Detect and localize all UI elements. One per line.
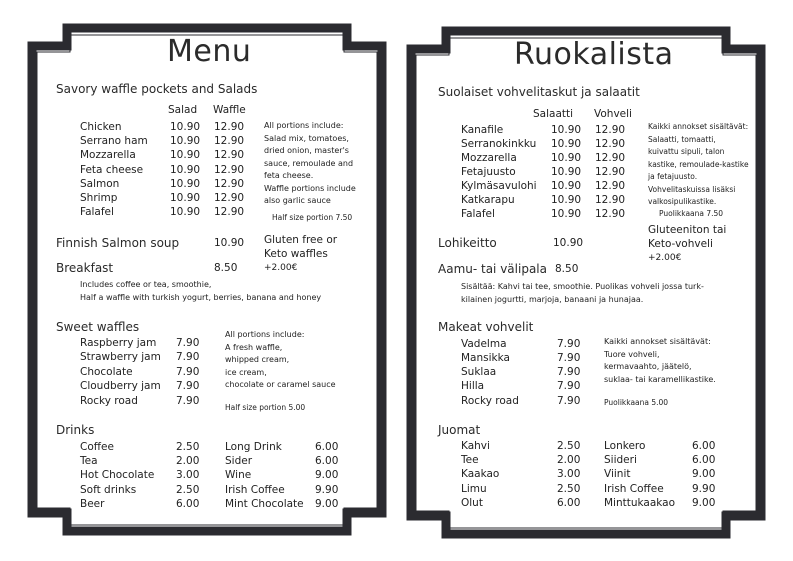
item-price: 7.90 <box>176 395 200 407</box>
item-price: 10.90 <box>170 192 201 204</box>
item-price: 6.00 <box>315 441 339 453</box>
aamupala-price: 8.50 <box>555 263 579 275</box>
item-price: 6.00 <box>557 497 581 509</box>
item-price: 12.90 <box>214 164 245 176</box>
list-item: Hot Chocolate <box>80 469 155 481</box>
item-price: 7.90 <box>176 380 200 392</box>
item-price: 10.90 <box>551 166 582 178</box>
item-price: 2.00 <box>557 454 581 466</box>
list-item: Hilla <box>461 380 485 392</box>
item-price: 10.90 <box>170 206 201 218</box>
item-name: Serrano ham <box>80 135 148 147</box>
item-price: 9.90 <box>315 484 339 496</box>
note-line: Kaikki annokset sisältävät: <box>648 122 749 131</box>
list-item: Kylmäsavulohi <box>461 180 537 192</box>
list-item <box>80 206 114 218</box>
list-item: Raspberry jam <box>80 337 157 349</box>
note-line: +2.00€ <box>264 263 298 273</box>
note-line: A fresh waffle, <box>225 342 283 352</box>
sweet-heading: Sweet waffles <box>56 320 140 334</box>
item-price: 7.90 <box>176 351 200 363</box>
list-item: Cloudberry jam <box>80 380 161 392</box>
list-item: Falafel <box>461 208 495 220</box>
makeat-note <box>604 336 716 386</box>
note-line: ja fetajuusto. <box>648 172 698 181</box>
item-price: 10.90 <box>170 135 201 147</box>
list-item: Mint Chocolate <box>225 498 304 510</box>
note-line: ice cream, <box>225 367 267 377</box>
item-price: 10.90 <box>170 149 201 161</box>
item-price: 6.00 <box>692 454 716 466</box>
list-item: Soft drinks <box>80 484 137 496</box>
note-line: kastike, remoulade-kastike <box>648 159 749 169</box>
list-item: Long Drink <box>225 441 282 453</box>
note-line: Salad mix, tomatoes, <box>264 133 349 143</box>
item-price: 9.00 <box>315 498 339 510</box>
item-price: 12.90 <box>595 166 626 178</box>
list-item: Viinit <box>604 468 631 480</box>
item-name: Shrimp <box>80 192 118 204</box>
item-price: 10.90 <box>170 164 201 176</box>
item-price: 10.90 <box>170 178 201 190</box>
list-item: Katkarapu <box>461 194 515 206</box>
list-item: Rocky road <box>461 395 519 407</box>
item-price: 2.50 <box>176 441 200 453</box>
list-item: Vadelma <box>461 338 507 350</box>
list-item <box>80 121 122 133</box>
item-price: 12.90 <box>214 135 245 147</box>
gluteeniton-note <box>648 223 726 265</box>
item-name: Salmon <box>80 178 120 190</box>
aamupala-note <box>461 281 704 306</box>
list-item: Suklaa <box>461 366 497 378</box>
item-price: 3.00 <box>176 469 200 481</box>
item-name: Chicken <box>80 121 122 133</box>
soup-name: Finnish Salmon soup <box>56 236 180 250</box>
ruokalista-title: Ruokalista <box>514 37 674 72</box>
list-item: Sider <box>225 455 253 467</box>
item-price: 12.90 <box>214 192 245 204</box>
makeat-half-portion: Puolikkaana 5.00 <box>604 398 669 407</box>
item-price: 12.90 <box>595 152 626 164</box>
savory-half-portion: Half size portion 7.50 <box>272 213 353 222</box>
suolaiset-note <box>648 121 749 209</box>
list-item: Siideri <box>604 454 637 466</box>
list-item <box>80 135 148 147</box>
item-price: 10.90 <box>551 194 582 206</box>
list-item: Rocky road <box>80 395 138 407</box>
item-price: 2.50 <box>176 484 200 496</box>
savory-note <box>264 120 356 208</box>
note-line: kilainen jogurtti, marjoja, banaani ja hunajaa. <box>461 294 644 304</box>
list-item: Olut <box>461 497 483 509</box>
list-item: Limu <box>461 483 487 495</box>
note-line: Keto waffles <box>264 248 328 260</box>
drinks-heading: Drinks <box>56 423 95 437</box>
salad-column-header: Salad <box>168 104 198 116</box>
note-line: Half a waffle with turkish yogurt, berries, banana and honey <box>80 292 322 302</box>
list-item <box>80 149 136 161</box>
note-line: kuivattu sipuli, talon <box>648 147 725 156</box>
note-line: Gluten free or <box>264 234 338 246</box>
item-price: 12.90 <box>595 208 626 220</box>
item-price: 10.90 <box>551 152 582 164</box>
item-price: 10.90 <box>551 124 582 136</box>
list-item: Irish Coffee <box>604 483 664 495</box>
salaatti-column-header: Salaatti <box>533 108 574 120</box>
list-item: Fetajuusto <box>461 166 516 178</box>
aamupala-name: Aamu- tai välipala <box>438 262 547 276</box>
sweet-half-portion: Half size portion 5.00 <box>225 403 306 412</box>
savory-heading: Savory waffle pockets and Salads <box>56 82 258 96</box>
note-line: valkosipulikastike. <box>648 197 717 206</box>
note-line: Sisältää: Kahvi tai tee, smoothie. Puolikas vohveli jossa turk- <box>461 282 704 291</box>
item-price: 7.90 <box>557 366 581 378</box>
note-line: feta cheese. <box>264 171 314 180</box>
note-line: Includes coffee or tea, smoothie, <box>80 280 212 289</box>
lohikeitto-name: Lohikeitto <box>438 236 497 250</box>
list-item: Mozzarella <box>461 152 517 164</box>
item-price: 12.90 <box>595 194 626 206</box>
item-price: 7.90 <box>557 352 581 364</box>
item-name: Feta cheese <box>80 164 144 176</box>
item-price: 12.90 <box>595 138 626 150</box>
menu-title: Menu <box>167 34 252 69</box>
list-item: Irish Coffee <box>225 484 285 496</box>
item-price: 7.90 <box>176 337 200 349</box>
item-price: 12.90 <box>595 124 626 136</box>
item-price: 9.00 <box>315 469 339 481</box>
item-price: 10.90 <box>551 208 582 220</box>
lohikeitto-price: 10.90 <box>553 237 584 249</box>
item-price: 12.90 <box>214 149 245 161</box>
sweet-note <box>225 329 336 392</box>
note-line: Keto-vohveli <box>648 238 713 250</box>
item-price: 12.90 <box>595 180 626 192</box>
item-price: 12.90 <box>214 178 245 190</box>
breakfast-note <box>80 279 321 304</box>
item-price: 7.90 <box>557 380 581 392</box>
list-item <box>80 178 119 190</box>
note-line: Salaatti, tomaatti, <box>648 134 716 144</box>
item-price: 10.90 <box>170 121 201 133</box>
list-item: Kahvi <box>461 440 490 452</box>
list-item: Chocolate <box>80 366 133 378</box>
soup-price: 10.90 <box>214 237 245 249</box>
note-line: suklaa- tai karamellikastike. <box>604 374 716 384</box>
note-line: chocolate or caramel sauce <box>225 380 336 389</box>
list-item: Minttukaakao <box>604 497 676 509</box>
item-price: 2.00 <box>176 455 200 467</box>
list-item: Wine <box>225 469 252 481</box>
item-price: 7.90 <box>557 395 581 407</box>
note-line: Vohvelitaskuissa lisäksi <box>648 184 736 194</box>
item-price: 6.00 <box>176 498 200 510</box>
list-item <box>80 192 117 204</box>
list-item: Serranokinkku <box>461 138 537 150</box>
note-line: also garlic sauce <box>264 196 331 205</box>
note-line: Kaikki annokset sisältävät: <box>604 337 711 346</box>
list-item: Kaakao <box>461 468 500 480</box>
suolaiset-half-portion: Puolikkaana 7.50 <box>659 209 724 218</box>
item-price: 12.90 <box>214 206 245 218</box>
list-item: Kanafile <box>461 124 504 136</box>
breakfast-price: 8.50 <box>214 262 238 274</box>
list-item: Strawberry jam <box>80 351 161 363</box>
breakfast-name: Breakfast <box>56 261 114 275</box>
gluten-free-note <box>264 233 337 275</box>
makeat-heading: Makeat vohvelit <box>438 320 534 334</box>
item-name: Mozzarella <box>80 149 136 161</box>
note-line: Tuore vohveli, <box>604 349 660 359</box>
item-price: 9.90 <box>692 483 716 495</box>
list-item: Tee <box>461 454 479 466</box>
item-price: 3.00 <box>557 468 581 480</box>
item-price: 2.50 <box>557 483 581 495</box>
note-line: sauce, remoulade and <box>264 158 354 168</box>
item-price: 2.50 <box>557 440 581 452</box>
note-line: +2.00€ <box>648 253 682 263</box>
item-price: 7.90 <box>176 366 200 378</box>
item-price: 10.90 <box>551 180 582 192</box>
waffle-column-header: Waffle <box>213 104 246 116</box>
item-price: 10.90 <box>551 138 582 150</box>
note-line: All portions include: <box>264 121 344 130</box>
note-line: Gluteeniton tai <box>648 224 727 236</box>
item-price: 7.90 <box>557 338 581 350</box>
item-price: 6.00 <box>315 455 339 467</box>
item-price: 12.90 <box>214 121 245 133</box>
list-item: Tea <box>80 455 98 467</box>
item-name: Falafel <box>80 206 114 218</box>
item-price: 9.00 <box>692 497 716 509</box>
note-line: dried onion, master's <box>264 146 349 155</box>
note-line: Waffle portions include <box>264 183 356 193</box>
item-price: 9.00 <box>692 468 716 480</box>
suolaiset-heading: Suolaiset vohvelitaskut ja salaatit <box>438 85 640 99</box>
juomat-heading: Juomat <box>438 423 481 437</box>
list-item: Beer <box>80 498 105 510</box>
note-line: whipped cream, <box>225 355 290 364</box>
list-item: Mansikka <box>461 352 510 364</box>
vohveli-column-header: Vohveli <box>594 108 632 120</box>
list-item: Lonkero <box>604 440 646 452</box>
item-price: 6.00 <box>692 440 716 452</box>
list-item <box>80 164 143 176</box>
note-line: kermavaahto, jäätelö, <box>604 362 692 371</box>
list-item: Coffee <box>80 441 114 453</box>
note-line: All portions include: <box>225 330 305 339</box>
